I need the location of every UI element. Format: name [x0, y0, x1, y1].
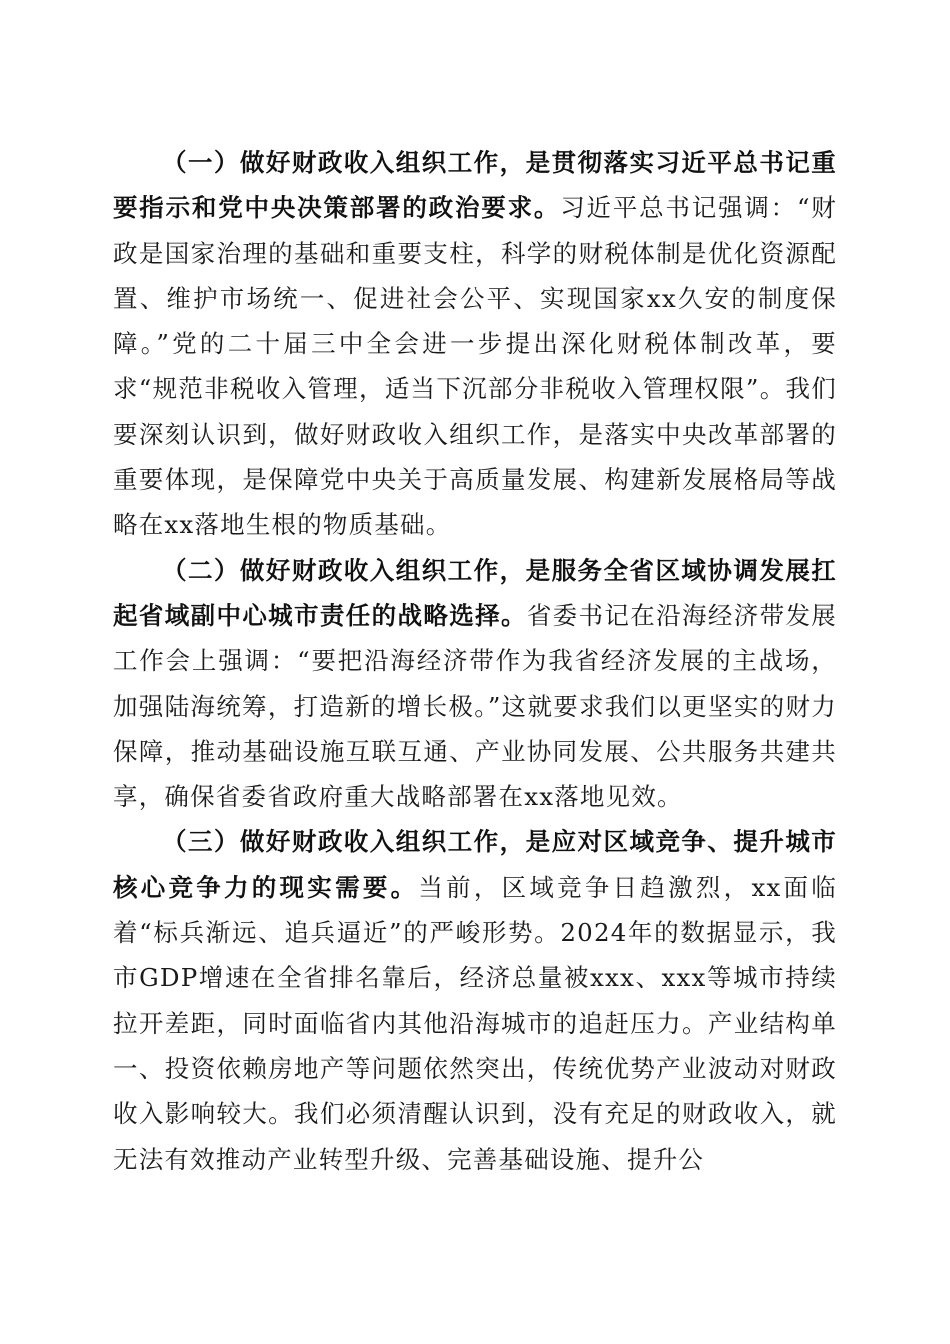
paragraph-1: [113, 140, 837, 548]
document-body: [113, 140, 837, 1182]
paragraph-2-body: 省委书记在沿海经济带发展工作会上强调：“要把沿海经济带作为我省经济发展的主战场，加强陆海统筹，打造新的增长极。”这就要求我们以更坚实的财力保障，推动基础设施互联互通、产业协同发展、公共服务共建共享，确保省委省政府重大战略部署在xx落地见效。: [113, 600, 837, 812]
paragraph-2-heading: （二）做好财政收入组织工作，是服务全省区域协调发展扛起省域副中心城市责任的战略选择。: [113, 555, 837, 630]
paragraph-3-body: 当前，区域竞争日趋激烈，xx面临着“标兵渐远、追兵逼近”的严峻形势。2024年的数据显示，我市GDP增速在全省排名靠后，经济总量被xxx、xxx等城市持续拉开差距，同时面临省内其他沿海城市的追赶压力。产业结构单一、投资依赖房地产等问题依然突出，传统优势产业波动对财政收入影响较大。我们必须清醒认识到，没有充足的财政收入，就无法有效推动产业转型升级、完善基础设施、提升公: [113, 872, 837, 1174]
paragraph-1-heading: （一）做好财政收入组织工作，是贯彻落实习近平总书记重要指示和党中央决策部署的政治要求。: [113, 148, 837, 223]
paragraph-1-body: 习近平总书记强调：“财政是国家治理的基础和重要支柱，科学的财税体制是优化资源配置、维护市场统一、促进社会公平、实现国家xx久安的制度保障。”党的二十届三中全会进一步提出深化财税体制改革，要求“规范非税收入管理，适当下沉部分非税收入管理权限”。我们要深刻认识到，做好财政收入组织工作，是落实中央改革部署的重要体现，是保障党中央关于高质量发展、构建新发展格局等战略在xx落地生根的物质基础。: [113, 193, 837, 540]
paragraph-2: [113, 548, 837, 820]
paragraph-3-heading: （三）做好财政收入组织工作，是应对区域竞争、提升城市核心竞争力的现实需要。: [113, 827, 837, 902]
paragraph-3: [113, 819, 837, 1181]
